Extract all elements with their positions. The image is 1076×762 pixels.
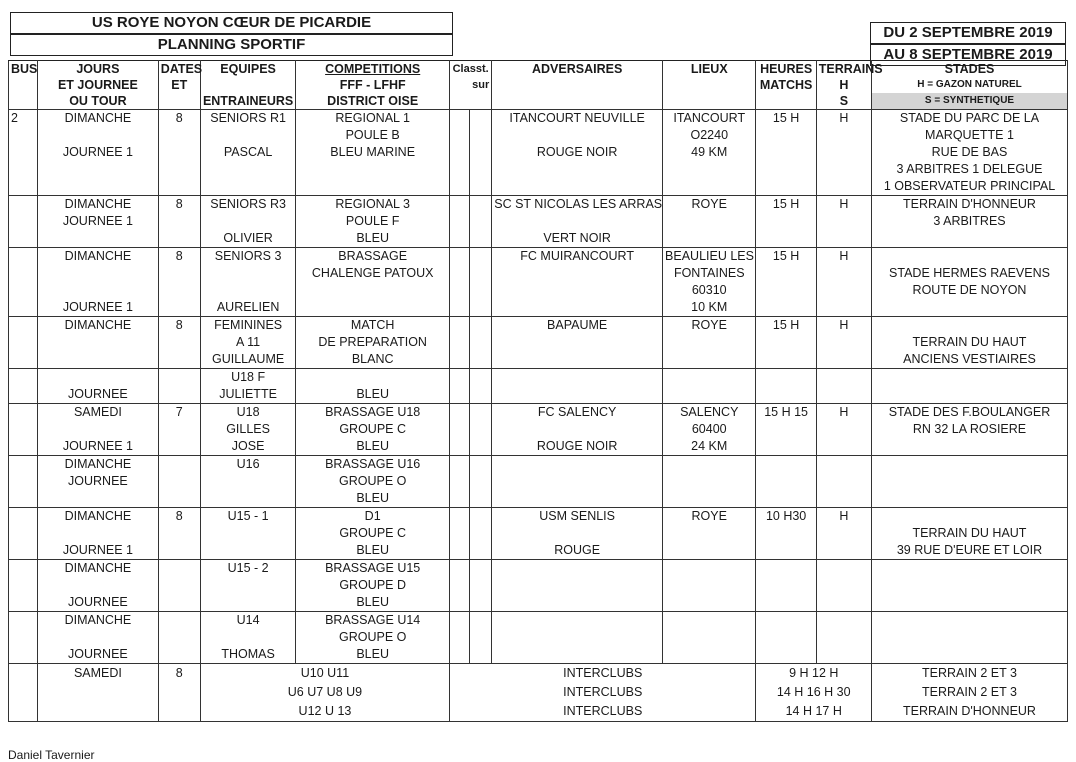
table-row [9,369,1068,404]
competition-cell: REGIONAL 1 POULE B BLEU MARINE [296,110,450,196]
classement-cell [450,369,470,404]
date-cell [158,612,200,664]
schedule-table [8,60,1068,722]
bus-cell [9,369,38,404]
heure-cell [756,560,816,612]
terrain-cell [816,369,871,404]
bus-cell [9,404,38,456]
date-cell [158,560,200,612]
bus-cell [9,560,38,612]
interclubs-teams: U10 U11 U6 U7 U8 U9 U12 U 13 [200,664,449,722]
classement-cell [450,110,470,196]
club-title: US ROYE NOYON CŒUR DE PICARDIE [10,12,453,34]
stade-cell [872,456,1068,508]
sur-cell [470,196,492,248]
planning-title: PLANNING SPORTIF [10,34,453,56]
col-stades: STADES H = GAZON NATUREL S = SYNTHETIQUE [872,61,1068,110]
competition-cell: BRASSAGE CHALENGE PATOUX [296,248,450,317]
stade-cell [872,612,1068,664]
competition-cell: BRASSAGE U18 GROUPE C BLEU [296,404,450,456]
classement-cell [450,612,470,664]
table-body [9,110,1068,722]
lieu-cell: ROYE [663,508,756,560]
table-row [9,508,1068,560]
stade-cell: STADE DU PARC DE LA MARQUETTE 1 RUE DE BAS 3 ARBITRES 1 DELEGUE 1 OBSERVATEUR PRINCIPAL [872,110,1068,196]
terrain-cell [816,560,871,612]
table-row [9,196,1068,248]
interclubs-heures: 9 H 12 H 14 H 16 H 30 14 H 17 H [756,664,872,722]
col-adversaires: ADVERSAIRES [492,61,663,110]
lieu-cell [663,369,756,404]
terrain-cell: H [816,508,871,560]
col-heures: HEURES MATCHS [756,61,816,110]
competition-cell: D1 GROUPE C BLEU [296,508,450,560]
jour-cell: SAMEDI [38,664,159,722]
date-from: DU 2 SEPTEMBRE 2019 [870,22,1066,44]
table-row [9,560,1068,612]
stade-cell [872,369,1068,404]
bus-cell [9,317,38,369]
col-lieux: LIEUX [663,61,756,110]
equipe-cell: SENIORS 3 AURELIEN [200,248,295,317]
bus-cell [9,456,38,508]
jour-cell: JOURNEE [38,369,159,404]
heure-cell: 10 H30 [756,508,816,560]
jour-cell: DIMANCHE JOURNEE [38,456,159,508]
bus-cell [9,248,38,317]
col-jours: JOURS ET JOURNEE OU TOUR [38,61,159,110]
equipe-cell: FEMININES A 11 GUILLAUME [200,317,295,369]
bus-cell: 2 [9,110,38,196]
equipe-cell: SENIORS R3 OLIVIER [200,196,295,248]
col-classement: Classt. sur [450,61,492,110]
interclubs-labels: INTERCLUBS INTERCLUBS INTERCLUBS [450,664,756,722]
date-cell: 8 [158,110,200,196]
date-cell: 8 [158,317,200,369]
date-cell: 7 [158,404,200,456]
bus-cell [9,508,38,560]
sur-cell [470,612,492,664]
stade-cell: STADE DES F.BOULANGER RN 32 LA ROSIERE [872,404,1068,456]
interclubs-stades: TERRAIN 2 ET 3 TERRAIN 2 ET 3 TERRAIN D'HONNEUR [872,664,1068,722]
date-cell: 8 [158,508,200,560]
date-cell: 8 [158,664,200,722]
bus-cell [9,612,38,664]
table-row [9,456,1068,508]
adversaire-cell [492,612,663,664]
col-bus: BUS [9,61,38,110]
adversaire-cell: ITANCOURT NEUVILLE ROUGE NOIR [492,110,663,196]
table-row [9,612,1068,664]
adversaire-cell: SC ST NICOLAS LES ARRAS VERT NOIR [492,196,663,248]
equipe-cell: U16 [200,456,295,508]
lieu-cell: ITANCOURT O2240 49 KM [663,110,756,196]
heure-cell: 15 H [756,196,816,248]
stade-cell [872,560,1068,612]
bus-cell [9,196,38,248]
sur-cell [470,404,492,456]
terrain-cell: H [816,196,871,248]
heure-cell: 15 H [756,110,816,196]
equipe-cell: U18 GILLES JOSE [200,404,295,456]
sur-cell [470,369,492,404]
bus-cell [9,664,38,722]
jour-cell: DIMANCHE JOURNEE [38,612,159,664]
adversaire-cell: FC MUIRANCOURT [492,248,663,317]
terrain-cell: H [816,248,871,317]
classement-cell [450,196,470,248]
classement-cell [450,456,470,508]
competition-cell: REGIONAL 3 POULE F BLEU [296,196,450,248]
competition-cell: BRASSAGE U14 GROUPE O BLEU [296,612,450,664]
date-cell [158,369,200,404]
terrain-cell: H [816,317,871,369]
stade-cell: TERRAIN D'HONNEUR 3 ARBITRES [872,196,1068,248]
lieu-cell: SALENCY 60400 24 KM [663,404,756,456]
equipe-cell: U18 F JULIETTE [200,369,295,404]
competition-cell: BRASSAGE U15 GROUPE D BLEU [296,560,450,612]
terrain-cell: H [816,404,871,456]
lieu-cell: ROYE [663,317,756,369]
date-to: AU 8 SEPTEMBRE 2019 [870,44,1066,66]
competition-cell: BRASSAGE U16 GROUPE O BLEU [296,456,450,508]
terrain-cell [816,612,871,664]
date-cell [158,456,200,508]
lieu-cell: ROYE [663,196,756,248]
heure-cell [756,369,816,404]
jour-cell: DIMANCHE JOURNEE [38,560,159,612]
heure-cell [756,612,816,664]
heure-cell: 15 H [756,317,816,369]
table-row [9,248,1068,317]
adversaire-cell [492,560,663,612]
jour-cell: DIMANCHE [38,317,159,369]
interclubs-row [9,664,1068,722]
lieu-cell: BEAULIEU LES FONTAINES 60310 10 KM [663,248,756,317]
adversaire-cell [492,369,663,404]
equipe-cell: U15 - 2 [200,560,295,612]
jour-cell: DIMANCHE JOURNEE 1 [38,508,159,560]
classement-cell [450,317,470,369]
competition-cell: BLEU [296,369,450,404]
stade-cell: TERRAIN DU HAUT 39 RUE D'EURE ET LOIR [872,508,1068,560]
classement-cell [450,404,470,456]
competition-cell: MATCH DE PREPARATION BLANC [296,317,450,369]
classement-cell [450,560,470,612]
heure-cell [756,456,816,508]
sur-cell [470,317,492,369]
jour-cell: DIMANCHE JOURNEE 1 [38,248,159,317]
table-row [9,404,1068,456]
terrain-cell [816,456,871,508]
equipe-cell: U15 - 1 [200,508,295,560]
adversaire-cell: USM SENLIS ROUGE [492,508,663,560]
col-dates: DATES ET [158,61,200,110]
heure-cell: 15 H 15 [756,404,816,456]
sur-cell [470,508,492,560]
lieu-cell [663,612,756,664]
lieu-cell [663,456,756,508]
col-terrains: TERRAINS H S [816,61,871,110]
adversaire-cell: FC SALENCY ROUGE NOIR [492,404,663,456]
classement-cell [450,508,470,560]
jour-cell: SAMEDI JOURNEE 1 [38,404,159,456]
sur-cell [470,560,492,612]
classement-cell [450,248,470,317]
jour-cell: DIMANCHE JOURNEE 1 [38,196,159,248]
col-equipes: EQUIPES ENTRAINEURS [200,61,295,110]
equipe-cell: U14 THOMAS [200,612,295,664]
col-competitions: COMPETITIONS FFF - LFHF DISTRICT OISE [296,61,450,110]
adversaire-cell: BAPAUME [492,317,663,369]
terrain-cell: H [816,110,871,196]
stade-cell: TERRAIN DU HAUT ANCIENS VESTIAIRES [872,317,1068,369]
sur-cell [470,456,492,508]
author-name: Daniel Tavernier [8,748,95,762]
equipe-cell: SENIORS R1 PASCAL [200,110,295,196]
lieu-cell [663,560,756,612]
table-row [9,110,1068,196]
jour-cell: DIMANCHE JOURNEE 1 [38,110,159,196]
table-header [9,61,1068,110]
date-cell: 8 [158,248,200,317]
adversaire-cell [492,456,663,508]
sur-cell [470,248,492,317]
table-row [9,317,1068,369]
date-cell: 8 [158,196,200,248]
heure-cell: 15 H [756,248,816,317]
stade-cell: STADE HERMES RAEVENS ROUTE DE NOYON [872,248,1068,317]
sur-cell [470,110,492,196]
